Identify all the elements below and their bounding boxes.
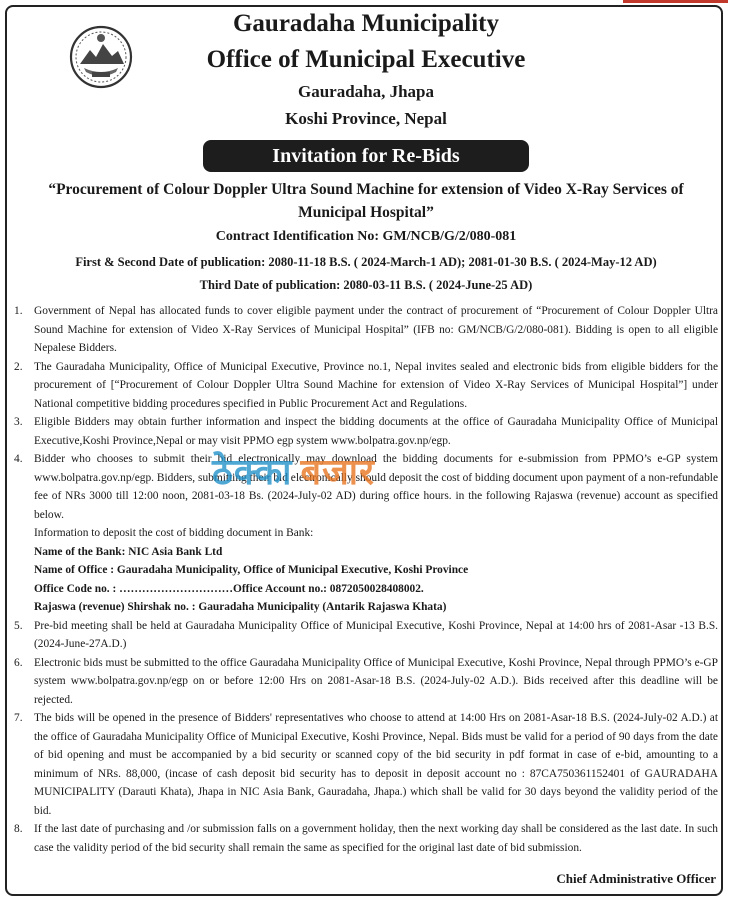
- third-publication-date: Third Date of publication: 2080-03-11 B.S. ( 2024-June-25 AD): [199, 278, 533, 292]
- list-item: 8. If the last date of purchasing and /or submission falls on a government holiday, then the next working day shall be considered as the last date. In such case the validity period of the bid security shall remain the same as specified for the original last date of bid submission.: [14, 820, 718, 857]
- rajaswa-shirshak: Rajaswa (revenue) Shirshak no. : Gauradaha Municipality (Antarik Rajaswa Khata): [34, 601, 447, 613]
- list-item: 6. Electronic bids must be submitted to the office Gauradaha Municipality Office of Municipal Executive, Koshi Province, Nepal through PPMO’s e-GP system www.bolpatra.gov.np/egp on or before 12:00 Hrs on 2081-Asar-18 B.S. (2024-July-02 A.D.). Bids received after this deadline will be rejected.: [14, 654, 718, 710]
- list-item: 2. The Gauradaha Municipality, Office of Municipal Executive, Province no.1, Nepal invites sealed and electronic bids from eligible bidders for the procurement of [“Procurement of Colour Doppler Ultra Sound Machine for extension of Video X-Ray Services of Municipal Hospital”] under National competitive bidding procedures specified in Public Procurement Act and Regulations.: [14, 358, 718, 414]
- list-item: 3. Eligible Bidders may obtain further information and inspect the bidding documents at the office of Gauradaha Municipality Office of Municipal Executive,Koshi Province,Nepal or may visit PPMO egp system www.bolpatra.gov.np/egp.: [14, 413, 718, 450]
- corner-accent: [623, 0, 728, 3]
- list-item: 1. Government of Nepal has allocated funds to cover eligible payment under the contract of procurement of “Procurement of Colour Doppler Ultra Sound Machine for extension of Video X-Ray Services of Municipal Hospital” (IFB no: GM/NCB/G/2/080-081). Bidding is open to all eligible Nepalese Bidders.: [14, 302, 718, 358]
- clause-text: Pre-bid meeting shall be held at Gauradaha Municipality Office of Municipal Executive, Koshi Province, Nepal at 14:00 hrs of 2081-Asar -13 B.S. (2024-June-27A.D.): [34, 619, 718, 650]
- clause-text: Government of Nepal has allocated funds to cover eligible payment under the contract of procurement of “Procurement of Colour Doppler Ultra Sound Machine for extension of Video X-Ray Services of Municipal Hospital” (IFB no: GM/NCB/G/2/080-081). Bidding is open to all eligible Nepalese Bidders.: [34, 305, 718, 354]
- signatory-title: Chief Administrative Officer: [556, 871, 716, 886]
- clause-text: Electronic bids must be submitted to the office Gauradaha Municipality Office of Municipal Executive, Koshi Province, Nepal through PPMO’s e-GP system www.bolpatra.gov.np/egp on or before 12:00 Hrs on 2081-Asar-18 B.S. (2024-July-02 A.D.). Bids received after this deadline will be rejected.: [34, 656, 718, 706]
- location-line: Gauradaha, Jhapa: [297, 82, 435, 101]
- clause-text: Bidder who chooses to submit their bid electronically may download the bidding documents for e-submission from PPMO’s e-GP system www.bolpatra.gov.np/egp. Bidders, submitting their bid electronically should deposit the cost of bidding document upon payment of a non-refundable fee of NRs 3000 till 12:00 noon, 2081-03-18 Bs. (2024-July-02 AD) during office hours. in the following Rajaswa (revenue) account as specified below.: [34, 453, 718, 521]
- office-name: Office of Municipal Executive: [206, 46, 526, 73]
- clause-text: The Gauradaha Municipality, Office of Municipal Executive, Province no.1, Nepal invites sealed and electronic bids from eligible bidders for the procurement of [“Procurement of Colour Doppler Ultra Sound Machine for extension of Video X-Ray Services of Municipal Hospital”] under National competitive bidding procedures specified in Public Procurement Act and Regulations.: [34, 360, 718, 410]
- clause-text: If the last date of purchasing and /or submission falls on a government holiday, then the next working day shall be considered as the last date. In such case the validity period of the bid security shall remain the same as specified for the original last date of bid submission.: [34, 823, 718, 854]
- office-name-info: Name of Office : Gauradaha Municipality, Office of Municipal Executive, Koshi Province: [34, 564, 469, 576]
- bank-name: Name of the Bank: NIC Asia Bank Ltd: [34, 545, 223, 558]
- contract-id: Contract Identification No: GM/NCB/G/2/080-081: [215, 229, 517, 244]
- procurement-title-cont: Municipal Hospital”: [298, 204, 434, 221]
- office-code: Office Code no. : …………………………Office Account no.: 0872050028408002.: [34, 582, 424, 595]
- procurement-title: “Procurement of Colour Doppler Ultra Sound Machine for extension of Video X-Ray Services of: [48, 181, 684, 198]
- publication-dates: First & Second Date of publication: 2080-11-18 B.S. ( 2024-March-1 AD); 2081-01-30 B.S. ( 2024-May-12 AD): [75, 255, 657, 269]
- municipality-name: Gauradaha Municipality: [232, 10, 499, 37]
- clause-text: The bids will be opened in the presence of Bidders' representatives who choose to attend at 14:00 Hrs on 2081-Asar-18 B.S. (2024-July-02 A.D.) at the office of Gauradaha Municipality Office of Municipal Executive, Koshi Province, Nepal. Bids must be valid for a period of 90 days from the date of bid opening and must be accompanied by a bid security or scanned copy of the bid security in pdf format in case of e-bid, amounting to a minimum of NRs. 88,000, (incase of cash deposit bid security has to deposit in deposit account no : 87CA750361152401 of GAURADAHA MUNICIPALITY (Darauti Khata), Jhapa in NIC Asia Bank, Gauradaha, Jhapa.) which shall be valid for 30 days beyond the validity period of the bid.: [34, 712, 718, 817]
- notice-banner: Invitation for Re-Bids: [203, 140, 529, 172]
- list-item: 5. Pre-bid meeting shall be held at Gauradaha Municipality Office of Municipal Executive, Koshi Province, Nepal at 14:00 hrs of 2081-Asar -13 B.S. (2024-June-27A.D.): [14, 617, 718, 654]
- list-item: 7. The bids will be opened in the presence of Bidders' representatives who choose to attend at 14:00 Hrs on 2081-Asar-18 B.S. (2024-July-02 A.D.) at the office of Gauradaha Municipality Office of Municipal Executive, Koshi Province, Nepal. Bids must be valid for a period of 90 days from the date of bid opening and must be accompanied by a bid security or scanned copy of the bid security in pdf format in case of e-bid, amounting to a minimum of NRs. 88,000, (incase of cash deposit bid security has to deposit in deposit account no : 87CA750361152401 of GAURADAHA MUNICIPALITY (Darauti Khata), Jhapa in NIC Asia Bank, Gauradaha, Jhapa.) which shall be valid for 30 days beyond the validity period of the bid.: [14, 709, 718, 820]
- bank-info-intro: Information to deposit the cost of bidding document in Bank:: [34, 527, 314, 539]
- watermark-logo: ठेक्का बजार: [212, 452, 375, 493]
- clause-list: [14, 302, 718, 857]
- clause-text: Eligible Bidders may obtain further information and inspect the bidding documents at the office of Gauradaha Municipality Office of Municipal Executive,Koshi Province,Nepal or may visit PPMO egp system www.bolpatra.gov.np/egp.: [34, 416, 718, 447]
- list-item: 4. Bidder who chooses to submit their bid electronically may download the bidding documents for e-submission from PPMO’s e-GP system www.bolpatra.gov.np/egp. Bidders, submitting their bid electronically should deposit the cost of bidding document upon payment of a non-refundable fee of NRs 3000 till 12:00 noon, 2081-03-18 Bs. (2024-July-02 AD) during office hours. in the following Rajaswa (revenue) account as specified below. Information to deposit the cost of bidding document in Bank: Name of the Bank: NIC Asia Bank Ltd Name of Office : Gauradaha Municipality, Office of Municipal Executive, Koshi Province Office Code no. : …………………………Office Account no.: 0872050028408002. Rajaswa (revenue) Shirshak no. : Gauradaha Municipality (Antarik Rajaswa Khata): [14, 450, 718, 617]
- province-line: Koshi Province, Nepal: [285, 109, 447, 128]
